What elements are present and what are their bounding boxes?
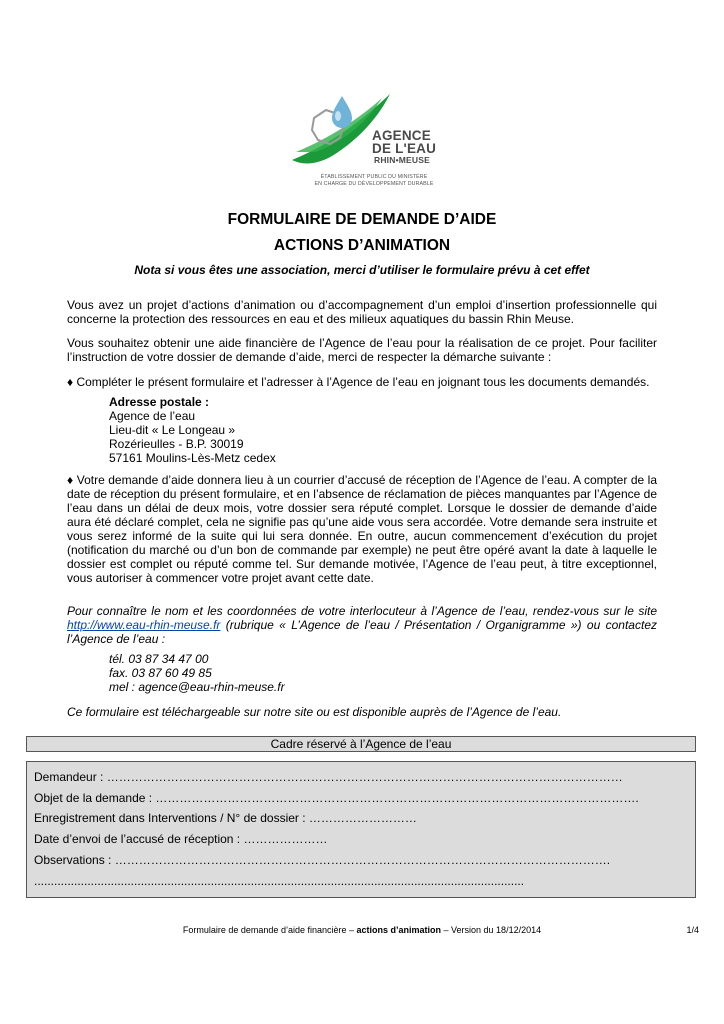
page-footer: [0, 925, 724, 935]
intro-paragraph: Vous avez un projet d’actions d’animation ou d’accompagnement d’un emploi d’insertion professionnelle qui concerne la protection des ressources en eau et des milieux aquatiques du bassin Rhin Meuse.: [67, 298, 657, 326]
field-date-envoi[interactable]: Date d’envoi de l’accusé de réception : …………………: [34, 832, 328, 846]
website-link[interactable]: http://www.eau-rhin-meuse.fr: [67, 618, 221, 632]
contact-paragraph-text: (rubrique « L’Agence de l’eau / Présentation / Organigramme ») ou contactez l’Agence de l’eau :: [67, 618, 657, 646]
download-note: Ce formulaire est téléchargeable sur notre site ou est disponible auprès de l’Agence de l’eau.: [67, 705, 562, 719]
field-observations-continued[interactable]: ...................................................................................................................................................: [34, 874, 525, 888]
field-demandeur[interactable]: Demandeur : …………………………………………………………………………………………………………………: [34, 770, 623, 784]
logo-text-de-leau: DE L'EAU: [372, 141, 437, 156]
footer-version: – Version du 18/12/2014: [441, 925, 542, 935]
form-subtitle: ACTIONS D’ANIMATION: [273, 237, 451, 254]
page-number: 1/4: [686, 925, 699, 935]
postal-address-line: 57161 Moulins-Lès-Metz cedex: [109, 451, 276, 465]
reserved-frame: [26, 761, 696, 898]
field-observations[interactable]: Observations : …………………………………………………………………………………………………………….: [34, 853, 611, 867]
postal-address-line: Agence de l’eau: [109, 409, 196, 423]
step-acknowledgement: ♦ Votre demande d’aide donnera lieu à un courrier d’accusé de réception de l’Agence de l’eau. A compter de la date de réception du présent formulaire, et en l’absence de réclamation de pièces manquantes par l’Agence de l’eau dans un délai de deux mois, votre dossier sera réputé complet. Lorsque le dossier de demande d’aide aura été déclaré complet, cela ne signifie pas qu’une aide vous sera accordée. Votre demande sera instruite et vous serez informé de la suite qui lui sera donnée. En outre, aucun commencement d’exécution du projet (notification du marché ou d’un bon de commande par exemple) ne peut être opéré avant la date à laquelle le dossier est complet ou réputé comme tel. Sur demande motivée, l’Agence de l’eau peut, à titre exceptionnel, vous autoriser à commencer votre projet avant cette date.: [67, 473, 657, 585]
logo-subtitle-2: EN CHARGE DU DÉVELOPPEMENT DURABLE: [314, 181, 434, 187]
logo-text-agence: AGENCE: [372, 128, 431, 143]
postal-address-line: Lieu-dit « Le Longeau »: [109, 423, 236, 437]
contact-email: mel : agence@eau-rhin-meuse.fr: [109, 680, 285, 694]
logo-text-rhin-meuse: RHIN•MEUSE: [374, 155, 430, 165]
contact-details: [109, 652, 285, 694]
contact-fax: fax. 03 87 60 49 85: [109, 666, 212, 680]
association-note: Nota si vous êtes une association, merci d’utiliser le formulaire prévu à cet effet: [134, 263, 590, 277]
reserved-frame-header: Cadre réservé à l’Agence de l’eau: [26, 736, 696, 752]
contact-paragraph: [67, 604, 657, 646]
postal-address-line: Rozérieulles - B.P. 30019: [109, 437, 244, 451]
postal-address-label: Adresse postale :: [109, 395, 210, 409]
logo-subtitle-1: ÉTABLISSEMENT PUBLIC DU MINISTÈRE: [320, 174, 428, 180]
contact-phone: tél. 03 87 34 47 00: [109, 652, 209, 666]
form-title: FORMULAIRE DE DEMANDE D’AIDE: [227, 211, 497, 228]
postal-address: [109, 395, 276, 465]
field-enregistrement[interactable]: Enregistrement dans Interventions / N° de dossier : ………………………: [34, 811, 417, 825]
step-complete-form: ♦ Compléter le présent formulaire et l’adresser à l’Agence de l’eau en joignant tous les documents demandés.: [67, 375, 650, 389]
field-objet[interactable]: Objet de la demande : ………………………………………………………………………………………………………….: [34, 791, 639, 805]
contact-paragraph-text: Pour connaître le nom et les coordonnées de votre interlocuteur à l’Agence de l’eau, rendez-vous sur le site: [67, 604, 657, 618]
footer-bold: actions d’animation: [356, 925, 442, 935]
aid-paragraph: Vous souhaitez obtenir une aide financière de l’Agence de l’eau pour la réalisation de ce projet. Pour faciliter l’instruction de votre dossier de demande d’aide, merci de respecter la démarche suivante :: [67, 336, 657, 364]
footer-text: Formulaire de demande d’aide financière –: [182, 925, 357, 935]
